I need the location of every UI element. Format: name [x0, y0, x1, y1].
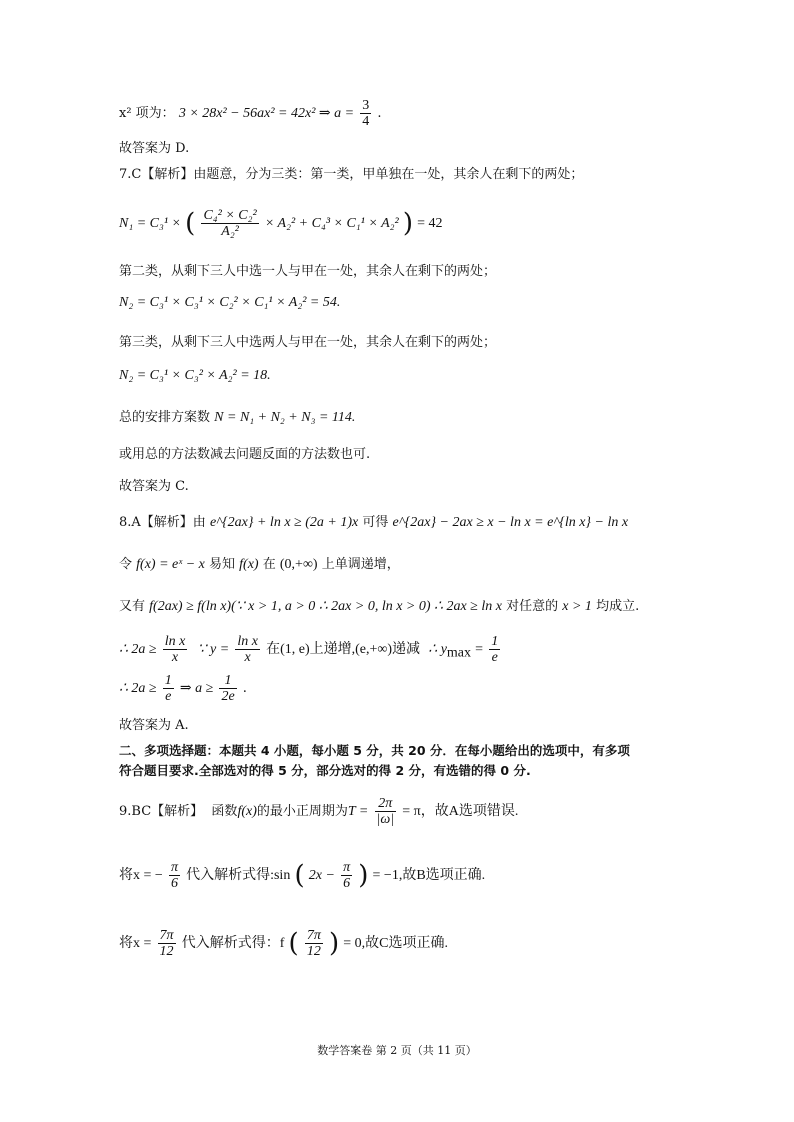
paren-open: ( [288, 928, 299, 959]
fraction-denominator: x [171, 650, 179, 665]
n1-middle: × A₂² + C₄³ × C₁¹ × A₂² [264, 216, 399, 231]
fraction [158, 928, 176, 959]
fraction [235, 634, 260, 665]
q8-heading [119, 514, 628, 532]
n1-numerator: C₄² × C₂² [203, 208, 257, 223]
math-expression: T = [347, 804, 369, 819]
fraction-numerator: 1 [491, 634, 499, 649]
fraction-numerator: ln x [164, 634, 186, 649]
math-expression: = −1,故B选项正确. [372, 868, 486, 883]
fraction [305, 928, 323, 959]
text: 函数 [211, 804, 238, 819]
paren-open: ( [294, 860, 305, 891]
section-heading-line2: 符合题目要求.全部选对的得 5 分，部分选对的得 2 分，有选错的得 0 分. [119, 763, 531, 778]
paren-open: ( [185, 208, 196, 239]
fraction [375, 796, 397, 827]
math-expression: ∴ y [428, 642, 447, 657]
paren-close: ) [402, 208, 413, 239]
math-expression: N₂ = C₃¹ × C₃² × A₂² = 18. [119, 368, 271, 383]
n1-fraction [201, 208, 258, 239]
math-expression: N₂ = C₃¹ × C₃¹ × C₂² × C₁¹ × A₂² = 54. [119, 295, 341, 310]
math-expression: ∴ 2a ≥ [119, 681, 157, 696]
q8-monotonic [119, 634, 502, 665]
fraction [169, 860, 180, 891]
math-expression: ∴ 2a ≥ [119, 642, 157, 657]
fraction-denominator: x [244, 650, 251, 665]
q8-conclusion [119, 673, 247, 704]
fraction-denominator: |ω| [376, 812, 395, 827]
fraction-numerator: ln x [237, 634, 258, 649]
fraction [163, 673, 174, 704]
fraction [341, 860, 352, 891]
paren-close: ) [358, 860, 369, 891]
text: 的最小正周期为 [256, 804, 348, 819]
math-expression: 将x = − [119, 868, 163, 883]
fraction-numerator: 7π [306, 928, 321, 943]
total-math: N = N₁ + N₂ + N₃ = 114. [214, 410, 356, 425]
fraction-numerator: π [170, 860, 178, 875]
text: 令 [119, 557, 133, 572]
q8-inequality [119, 598, 639, 616]
math-expression: f(2ax) ≥ f(ln x)(∵ x > 1, a > 0 ∴ 2ax > 0, ln x > 0) ∴ 2ax ≥ ln x [149, 599, 502, 614]
total-text: 总的安排方案数 [119, 410, 211, 425]
q7-n3-formula [119, 367, 271, 385]
fraction [489, 634, 500, 665]
math-expression: 将x = [119, 936, 152, 951]
math-expression: f(x) [237, 804, 257, 819]
fraction [360, 98, 371, 129]
fraction-denominator: 12 [306, 944, 321, 959]
text: 易知 [209, 557, 236, 572]
math-expression: 代入解析式得:sin [186, 868, 291, 883]
q8-label: 8.A【解析】 [119, 515, 193, 530]
fraction [163, 634, 188, 665]
math-expression: e^{2ax} + ln x ≥ (2a + 1)x [209, 515, 359, 530]
paren-close: ) [328, 928, 340, 959]
math-expression: (0,+∞) [279, 557, 318, 572]
math-expression: f(x) = eˣ − x [136, 557, 205, 572]
fraction-denominator: 4 [362, 114, 370, 129]
fraction-denominator: 2e [221, 689, 235, 704]
fraction-numerator: 1 [164, 673, 172, 688]
math-expression: ⇒ a ≥ [179, 681, 214, 696]
text: 对任意的 [506, 599, 559, 614]
q7-case2: 第二类，从剩下三人中选一人与甲在一处，其余人在剩下的两处； [119, 264, 497, 279]
text: 由 [192, 515, 206, 530]
fraction-denominator: e [165, 689, 172, 704]
line-x2-term [119, 98, 382, 129]
text: 在 [262, 557, 276, 572]
math-expression: f(x) [239, 557, 259, 572]
fraction-denominator: e [491, 650, 498, 665]
math-expression: 3 × 28x² − 56ax² = 42x² ⇒ a = [178, 106, 355, 121]
fraction [219, 673, 236, 704]
q7-heading [119, 166, 583, 184]
q7-label: 7.C【解析】 [119, 167, 194, 182]
math-expression: 在(1, e)上递增,(e,+∞)递减 [266, 642, 421, 657]
fraction-numerator: 2π [375, 796, 397, 812]
period: . [242, 681, 247, 696]
answer-line-a: 故答案为 A. [119, 718, 189, 733]
q9-heading [119, 796, 518, 827]
fraction-numerator: 3 [362, 98, 370, 113]
fraction-numerator: 1 [219, 673, 236, 689]
q9-option-c [119, 928, 448, 959]
q7-case3: 第三类，从剩下三人中选两人与甲在一处，其余人在剩下的两处； [119, 335, 497, 350]
line-label: x² 项为： [119, 106, 175, 121]
text: 又有 [119, 599, 146, 614]
n1-left: N₁ = C₃¹ × [119, 216, 182, 231]
math-expression: e^{2ax} − 2ax ≥ x − ln x = e^{ln x} − ln x [392, 515, 629, 530]
math-expression: 2x − [308, 868, 335, 883]
n1-result: = 42 [417, 216, 443, 231]
q9-option-b [119, 860, 485, 891]
fraction-denominator: 6 [343, 876, 351, 891]
fraction-numerator: π [343, 860, 351, 875]
math-expression: x > 1 [562, 599, 592, 614]
q7-n1-formula [119, 208, 443, 239]
q7-text: 由题意，分为三类：第一类，甲单独在一处，其余人在剩下的两处； [193, 167, 584, 182]
text: 均成立. [596, 599, 640, 614]
math-expression: ∵ y = [197, 642, 230, 657]
subscript: max [446, 645, 472, 661]
period: . [377, 106, 382, 121]
fraction-denominator: 12 [159, 944, 174, 959]
q7-alt-method: 或用总的方法数减去问题反面的方法数也可. [119, 447, 371, 462]
math-expression: 代入解析式得：f [181, 936, 285, 951]
q9-label: 9.BC【解析】 [119, 804, 204, 819]
answer-line-d: 故答案为 D. [119, 141, 190, 156]
answer-line-c: 故答案为 C. [119, 479, 189, 494]
math-expression: = 0,故C选项正确. [343, 936, 448, 951]
page-footer: 数学答案卷 第 2 页（共 11 页） [317, 1044, 477, 1057]
fraction-numerator: 7π [159, 928, 174, 943]
q7-total [119, 409, 355, 427]
text: 上单调递增， [321, 557, 400, 572]
q8-let-f [119, 556, 400, 574]
section-heading-line1: 二、多项选择题：本题共 4 小题，每小题 5 分，共 20 分．在每小题给出的选项中，有多项 [119, 743, 630, 758]
text: 可得 [362, 515, 389, 530]
fraction-denominator: 6 [170, 876, 178, 891]
math-expression: = π，故A选项错误. [402, 804, 519, 819]
n1-denominator: A₂² [221, 224, 239, 239]
q7-n2-formula [119, 294, 340, 312]
math-expression: = [475, 642, 484, 657]
